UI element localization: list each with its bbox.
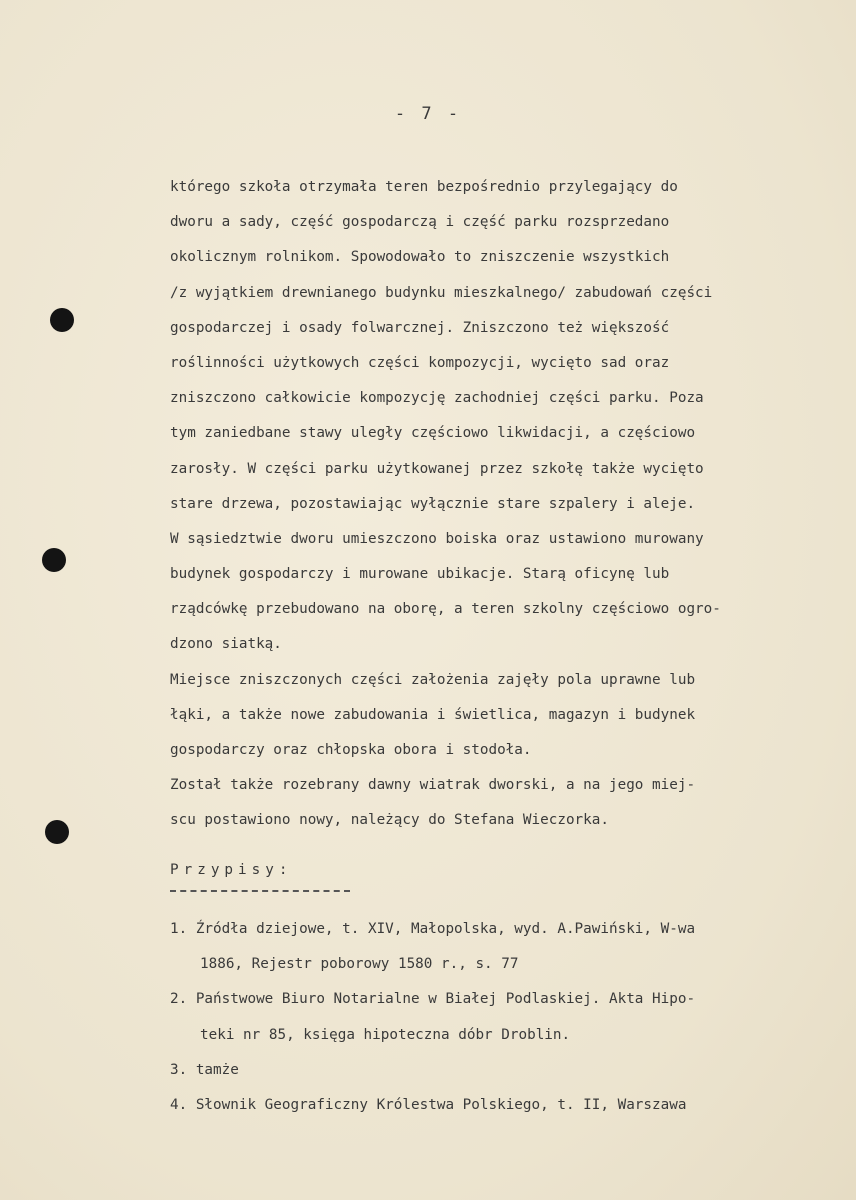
text-line: łąki, a także nowe zabudowania i świetlica, magazyn i budynek bbox=[170, 706, 696, 723]
footnotes-list bbox=[170, 912, 840, 1123]
text-line: roślinności użytkowych części kompozycji, wycięto sad oraz bbox=[170, 354, 670, 371]
punch-hole-top bbox=[50, 308, 74, 332]
page-number: - 7 - bbox=[394, 104, 462, 124]
footnote-line: 1. Źródła dziejowe, t. XIV, Małopolska, wyd. A.Pawiński, W-wa bbox=[170, 921, 696, 937]
footnote-line: 2. Państwowe Biuro Notarialne w Białej Podlaskiej. Akta Hipo- bbox=[170, 991, 696, 1008]
footnote-continuation: teki nr 85, księga hipoteczna dóbr Droblin. bbox=[200, 1026, 571, 1043]
text-line: którego szkoła otrzymała teren bezpośrednio przylegający do bbox=[170, 179, 678, 195]
punch-hole-middle bbox=[42, 548, 66, 572]
text-line: okolicznym rolnikom. Spowodowało to zniszczenie wszystkich bbox=[170, 249, 670, 266]
text-line: tym zaniedbane stawy uległy częściowo likwidacji, a częściowo bbox=[170, 425, 696, 442]
footnote-line: 3. tamże bbox=[170, 1061, 239, 1078]
text-line: gospodarczej i osady folwarcznej. Zniszczono też większość bbox=[170, 319, 670, 336]
text-line: gospodarczy oraz chłopska obora i stodoła. bbox=[170, 742, 532, 758]
text-line: W sąsiedztwie dworu umieszczono boiska oraz ustawiono murowany bbox=[170, 530, 704, 547]
body-text bbox=[170, 170, 840, 839]
text-line: /z wyjątkiem drewnianego budynku mieszkalnego/ zabudowań części bbox=[170, 284, 713, 301]
text-line: zarosły. W części parku użytkowanej przez szkołę także wycięto bbox=[170, 460, 704, 477]
text-line: zniszczono całkowicie kompozycję zachodniej części parku. Poza bbox=[170, 390, 704, 407]
heading-underline bbox=[170, 890, 350, 892]
footnote-line: 4. Słownik Geograficzny Królestwa Polskiego, t. II, Warszawa bbox=[170, 1096, 687, 1113]
footnotes-heading: Przypisy: bbox=[170, 862, 293, 878]
footnote-continuation: 1886, Rejestr poborowy 1580 r., s. 77 bbox=[200, 956, 519, 973]
text-line: Miejsce zniszczonych części założenia zajęły pola uprawne lub bbox=[170, 671, 696, 688]
text-line: dzono siatką. bbox=[170, 636, 282, 653]
text-line: rządcówkę przebudowano na oborę, a teren szkolny częściowo ogro- bbox=[170, 601, 721, 618]
text-line: stare drzewa, pozostawiając wyłącznie stare szpalery i aleje. bbox=[170, 495, 696, 512]
text-line: budynek gospodarczy i murowane ubikacje. Starą oficynę lub bbox=[170, 566, 670, 583]
text-line: Został także rozebrany dawny wiatrak dworski, a na jego miej- bbox=[170, 777, 696, 794]
text-line: dworu a sady, część gospodarczą i część parku rozsprzedano bbox=[170, 214, 670, 231]
punch-hole-bottom bbox=[45, 820, 69, 844]
text-line: scu postawiono nowy, należący do Stefana Wieczorka. bbox=[170, 812, 609, 829]
